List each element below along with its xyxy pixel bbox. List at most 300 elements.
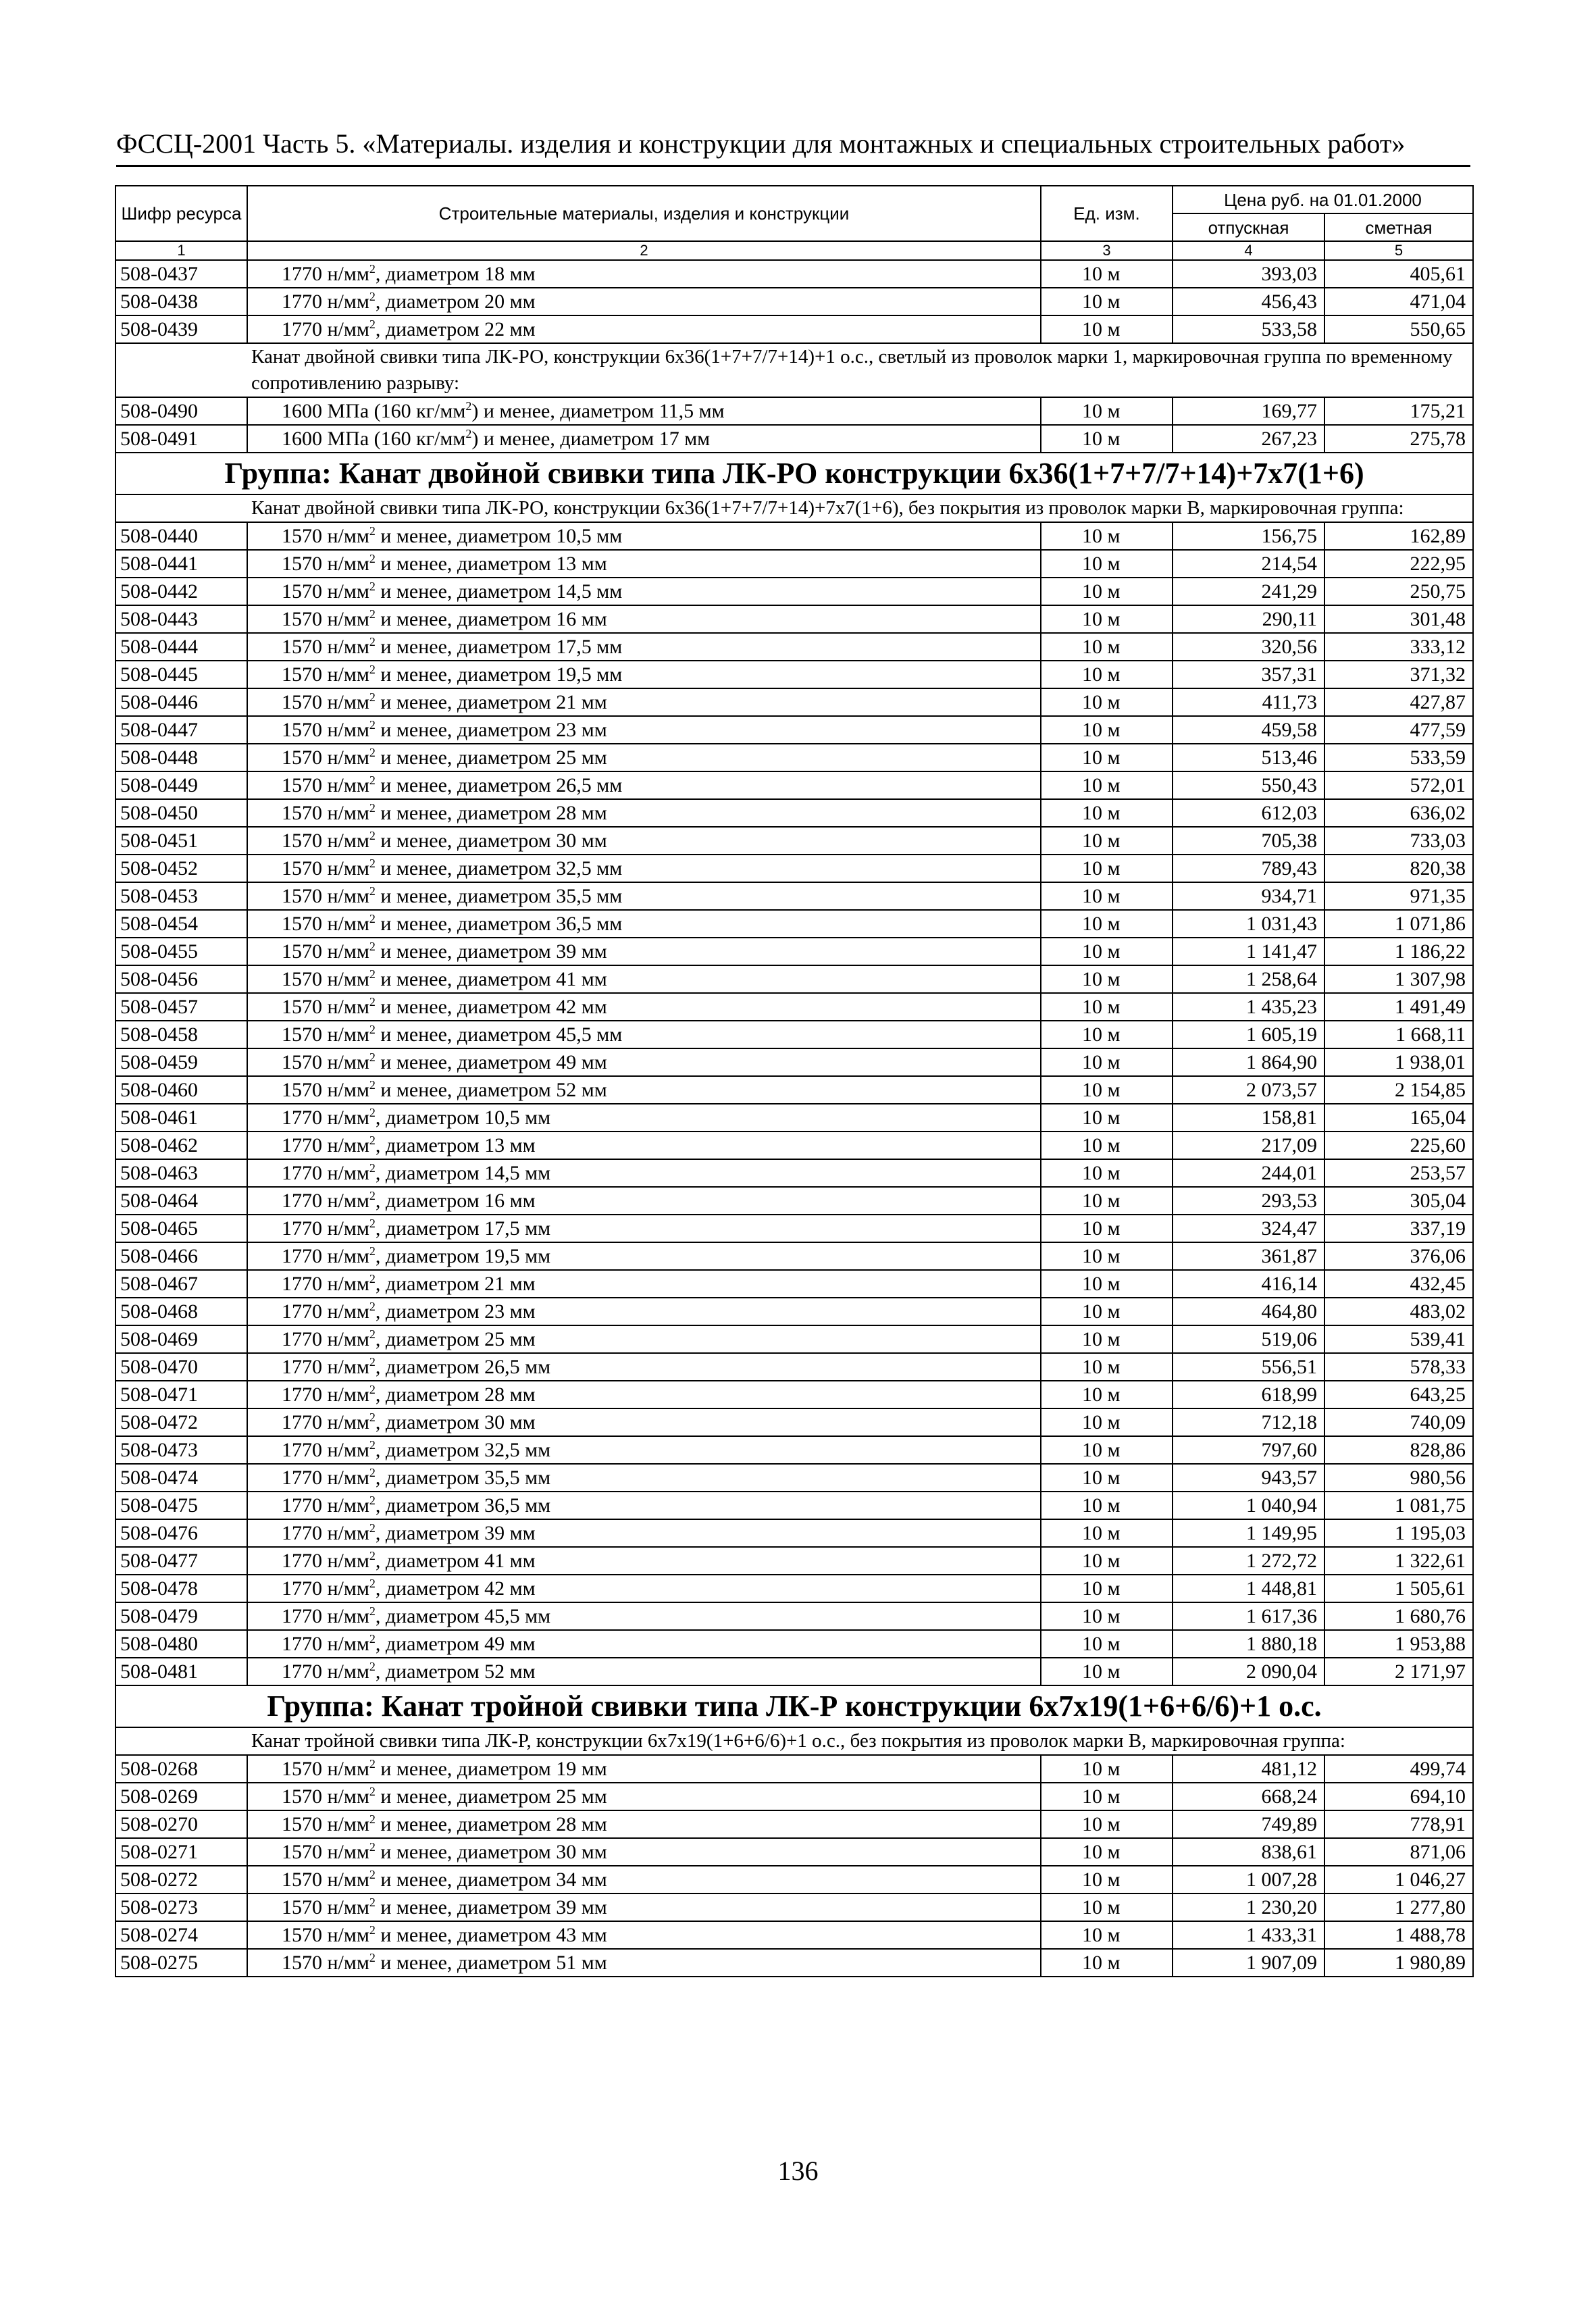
material-description xyxy=(247,1381,1041,1408)
resource-code: 508-0475 xyxy=(115,1492,247,1519)
resource-code: 508-0442 xyxy=(115,578,247,605)
price-table xyxy=(115,185,1474,1977)
release-price: 1 230,20 xyxy=(1173,1893,1324,1921)
material-description xyxy=(247,1270,1041,1298)
release-price: 1 435,23 xyxy=(1173,993,1324,1021)
unit-of-measure: 10 м xyxy=(1041,1242,1173,1270)
table-row xyxy=(115,771,1473,799)
unit-of-measure: 10 м xyxy=(1041,1187,1173,1215)
table-row xyxy=(115,1810,1473,1838)
material-description xyxy=(247,1602,1041,1630)
unit-exponent: 2 xyxy=(369,1244,376,1258)
diameter-text: и менее, диаметром 10,5 мм xyxy=(375,524,623,547)
resource-code: 508-0444 xyxy=(115,633,247,661)
estimate-price: 225,60 xyxy=(1324,1132,1473,1159)
diameter-text: и менее, диаметром 25 мм xyxy=(375,746,607,769)
diameter-text: и менее, диаметром 43 мм xyxy=(375,1923,607,1946)
unit-of-measure: 10 м xyxy=(1041,1949,1173,1977)
table-row xyxy=(115,799,1473,827)
table-row xyxy=(115,1048,1473,1076)
table-row xyxy=(115,688,1473,716)
estimate-price: 1 953,88 xyxy=(1324,1630,1473,1658)
unit-exponent: 2 xyxy=(369,800,376,815)
strength-value: 1570 н/мм xyxy=(282,1050,369,1073)
release-price: 1 433,31 xyxy=(1173,1921,1324,1949)
material-description xyxy=(247,1755,1041,1783)
table-row xyxy=(115,1519,1473,1547)
unit-exponent: 2 xyxy=(369,1188,376,1202)
unit-of-measure: 10 м xyxy=(1041,910,1173,938)
unit-exponent: 2 xyxy=(369,1161,376,1175)
section-note-row xyxy=(115,494,1473,522)
unit-exponent: 2 xyxy=(369,994,376,1009)
diameter-text: и менее, диаметром 42 мм xyxy=(375,995,607,1018)
diameter-text: и менее, диаметром 17,5 мм xyxy=(375,635,623,658)
table-row xyxy=(115,1076,1473,1104)
diameter-text: и менее, диаметром 26,5 мм xyxy=(375,773,623,796)
unit-of-measure: 10 м xyxy=(1041,799,1173,827)
unit-exponent: 2 xyxy=(465,426,472,440)
material-description xyxy=(247,288,1041,315)
release-price: 789,43 xyxy=(1173,855,1324,882)
unit-of-measure: 10 м xyxy=(1041,1076,1173,1104)
release-price: 1 605,19 xyxy=(1173,1021,1324,1048)
table-row xyxy=(115,397,1473,425)
material-description xyxy=(247,1325,1041,1353)
material-description xyxy=(247,315,1041,343)
resource-code: 508-0438 xyxy=(115,288,247,315)
table-row xyxy=(115,1436,1473,1464)
table-row xyxy=(115,1755,1473,1783)
strength-value: 1770 н/мм xyxy=(282,1106,369,1129)
material-description xyxy=(247,1076,1041,1104)
material-description xyxy=(247,688,1041,716)
estimate-price: 643,25 xyxy=(1324,1381,1473,1408)
release-price: 533,58 xyxy=(1173,315,1324,343)
resource-code: 508-0478 xyxy=(115,1575,247,1602)
release-price: 519,06 xyxy=(1173,1325,1324,1353)
unit-exponent: 2 xyxy=(369,1548,376,1562)
strength-value: 1770 н/мм xyxy=(282,1549,369,1572)
diameter-text: и менее, диаметром 19,5 мм xyxy=(375,663,623,686)
table-row xyxy=(115,1159,1473,1187)
unit-exponent: 2 xyxy=(369,1299,376,1313)
table-row xyxy=(115,550,1473,578)
table-row xyxy=(115,1893,1473,1921)
head-unit: Ед. изм. xyxy=(1041,186,1173,241)
unit-exponent: 2 xyxy=(369,717,376,732)
strength-value: 1570 н/мм xyxy=(282,552,369,575)
unit-of-measure: 10 м xyxy=(1041,260,1173,288)
resource-code: 508-0270 xyxy=(115,1810,247,1838)
release-price: 481,12 xyxy=(1173,1755,1324,1783)
resource-code: 508-0269 xyxy=(115,1783,247,1810)
material-description xyxy=(247,771,1041,799)
diameter-text: , диаметром 13 мм xyxy=(375,1134,536,1156)
diameter-text: и менее, диаметром 28 мм xyxy=(375,1812,607,1835)
head-estimate: сметная xyxy=(1324,213,1473,241)
release-price: 361,87 xyxy=(1173,1242,1324,1270)
section-note-row xyxy=(115,1727,1473,1755)
resource-code: 508-0455 xyxy=(115,938,247,965)
material-description xyxy=(247,1630,1041,1658)
strength-value: 1770 н/мм xyxy=(282,1410,369,1433)
unit-exponent: 2 xyxy=(369,1382,376,1396)
unit-of-measure: 10 м xyxy=(1041,1021,1173,1048)
estimate-price: 253,57 xyxy=(1324,1159,1473,1187)
unit-exponent: 2 xyxy=(369,1410,376,1424)
table-row xyxy=(115,910,1473,938)
unit-exponent: 2 xyxy=(369,967,376,981)
release-price: 838,61 xyxy=(1173,1838,1324,1866)
diameter-text: , диаметром 45,5 мм xyxy=(375,1604,551,1627)
material-description xyxy=(247,1547,1041,1575)
strength-value: 1600 МПа (160 кг/мм xyxy=(282,427,466,450)
resource-code: 508-0452 xyxy=(115,855,247,882)
diameter-text: и менее, диаметром 49 мм xyxy=(375,1050,607,1073)
diameter-text: , диаметром 52 мм xyxy=(375,1660,536,1683)
release-price: 1 864,90 xyxy=(1173,1048,1324,1076)
release-price: 456,43 xyxy=(1173,288,1324,315)
estimate-price: 578,33 xyxy=(1324,1353,1473,1381)
estimate-price: 1 938,01 xyxy=(1324,1048,1473,1076)
diameter-text: , диаметром 36,5 мм xyxy=(375,1494,551,1517)
material-description xyxy=(247,1353,1041,1381)
diameter-text: , диаметром 42 мм xyxy=(375,1577,536,1600)
resource-code: 508-0463 xyxy=(115,1159,247,1187)
strength-value: 1570 н/мм xyxy=(282,773,369,796)
diameter-text: , диаметром 32,5 мм xyxy=(375,1438,551,1461)
material-description xyxy=(247,1464,1041,1492)
table-row xyxy=(115,716,1473,744)
release-price: 324,47 xyxy=(1173,1215,1324,1242)
material-description xyxy=(247,1436,1041,1464)
material-description xyxy=(247,550,1041,578)
resource-code: 508-0437 xyxy=(115,260,247,288)
estimate-price: 1 081,75 xyxy=(1324,1492,1473,1519)
resource-code: 508-0477 xyxy=(115,1547,247,1575)
unit-of-measure: 10 м xyxy=(1041,688,1173,716)
resource-code: 508-0273 xyxy=(115,1893,247,1921)
release-price: 411,73 xyxy=(1173,688,1324,716)
unit-of-measure: 10 м xyxy=(1041,1381,1173,1408)
estimate-price: 477,59 xyxy=(1324,716,1473,744)
material-description xyxy=(247,938,1041,965)
strength-value: 1570 н/мм xyxy=(282,1812,369,1835)
page-number: 136 xyxy=(777,2156,819,2186)
estimate-price: 427,87 xyxy=(1324,688,1473,716)
estimate-price: 405,61 xyxy=(1324,260,1473,288)
resource-code: 508-0481 xyxy=(115,1658,247,1685)
material-description xyxy=(247,1783,1041,1810)
strength-value: 1570 н/мм xyxy=(282,884,369,907)
resource-code: 508-0474 xyxy=(115,1464,247,1492)
unit-exponent: 2 xyxy=(369,1784,376,1798)
strength-value: 1770 н/мм xyxy=(282,1244,369,1267)
table-row xyxy=(115,855,1473,882)
resource-code: 508-0445 xyxy=(115,661,247,688)
section-note: Канат двойной свивки типа ЛК-РО, конструкции 6х36(1+7+7/7+14)+7х7(1+6), без покрытия из проволок марки В, маркировочная группа: xyxy=(115,494,1473,522)
material-description xyxy=(247,1575,1041,1602)
diameter-text: и менее, диаметром 45,5 мм xyxy=(375,1023,623,1046)
estimate-price: 572,01 xyxy=(1324,771,1473,799)
diameter-text: , диаметром 30 мм xyxy=(375,1410,536,1433)
unit-exponent: 2 xyxy=(369,607,376,621)
strength-value: 1770 н/мм xyxy=(282,1438,369,1461)
unit-exponent: 2 xyxy=(369,828,376,842)
unit-exponent: 2 xyxy=(369,634,376,649)
estimate-price: 250,75 xyxy=(1324,578,1473,605)
estimate-price: 1 307,98 xyxy=(1324,965,1473,993)
strength-value: 1570 н/мм xyxy=(282,1868,369,1891)
unit-of-measure: 10 м xyxy=(1041,744,1173,771)
resource-code: 508-0476 xyxy=(115,1519,247,1547)
release-price: 1 272,72 xyxy=(1173,1547,1324,1575)
release-price: 1 007,28 xyxy=(1173,1866,1324,1893)
material-description xyxy=(247,1893,1041,1921)
estimate-price: 1 491,49 xyxy=(1324,993,1473,1021)
diameter-text: и менее, диаметром 39 мм xyxy=(375,940,607,963)
estimate-price: 539,41 xyxy=(1324,1325,1473,1353)
material-description xyxy=(247,910,1041,938)
unit-exponent: 2 xyxy=(369,1077,376,1092)
release-price: 158,81 xyxy=(1173,1104,1324,1132)
release-price: 1 031,43 xyxy=(1173,910,1324,938)
release-price: 934,71 xyxy=(1173,882,1324,910)
strength-value: 1570 н/мм xyxy=(282,829,369,852)
unit-of-measure: 10 м xyxy=(1041,1464,1173,1492)
table-row xyxy=(115,1949,1473,1977)
unit-exponent: 2 xyxy=(369,524,376,538)
release-price: 293,53 xyxy=(1173,1187,1324,1215)
material-description xyxy=(247,1048,1041,1076)
strength-value: 1570 н/мм xyxy=(282,1023,369,1046)
material-description xyxy=(247,522,1041,550)
material-description xyxy=(247,1921,1041,1949)
strength-value: 1770 н/мм xyxy=(282,1327,369,1350)
strength-value: 1570 н/мм xyxy=(282,635,369,658)
unit-of-measure: 10 м xyxy=(1041,882,1173,910)
resource-code: 508-0447 xyxy=(115,716,247,744)
table-row xyxy=(115,1630,1473,1658)
diameter-text: ) и менее, диаметром 11,5 мм xyxy=(471,399,725,422)
material-description xyxy=(247,1242,1041,1270)
resource-code: 508-0473 xyxy=(115,1436,247,1464)
unit-exponent: 2 xyxy=(369,261,376,276)
group-heading-row xyxy=(115,453,1473,494)
resource-code: 508-0439 xyxy=(115,315,247,343)
table-row xyxy=(115,938,1473,965)
unit-exponent: 2 xyxy=(369,1022,376,1036)
unit-of-measure: 10 м xyxy=(1041,1866,1173,1893)
table-row xyxy=(115,1215,1473,1242)
table-row xyxy=(115,1575,1473,1602)
unit-of-measure: 10 м xyxy=(1041,1048,1173,1076)
estimate-price: 333,12 xyxy=(1324,633,1473,661)
unit-exponent: 2 xyxy=(369,1271,376,1286)
table-row xyxy=(115,1325,1473,1353)
strength-value: 1570 н/мм xyxy=(282,967,369,990)
unit-of-measure: 10 м xyxy=(1041,1104,1173,1132)
strength-value: 1570 н/мм xyxy=(282,995,369,1018)
unit-of-measure: 10 м xyxy=(1041,1658,1173,1685)
table-row xyxy=(115,661,1473,688)
head-code: Шифр ресурса xyxy=(115,186,247,241)
unit-exponent: 2 xyxy=(369,289,376,303)
table-row xyxy=(115,1381,1473,1408)
head-col-num: 3 xyxy=(1041,241,1173,260)
diameter-text: , диаметром 16 мм xyxy=(375,1189,536,1212)
material-description xyxy=(247,882,1041,910)
unit-of-measure: 10 м xyxy=(1041,1893,1173,1921)
release-price: 459,58 xyxy=(1173,716,1324,744)
strength-value: 1770 н/мм xyxy=(282,1217,369,1240)
release-price: 550,43 xyxy=(1173,771,1324,799)
diameter-text: , диаметром 17,5 мм xyxy=(375,1217,551,1240)
release-price: 320,56 xyxy=(1173,633,1324,661)
resource-code: 508-0440 xyxy=(115,522,247,550)
diameter-text: и менее, диаметром 16 мм xyxy=(375,607,607,630)
release-price: 618,99 xyxy=(1173,1381,1324,1408)
table-row xyxy=(115,965,1473,993)
table-row xyxy=(115,1658,1473,1685)
resource-code: 508-0450 xyxy=(115,799,247,827)
release-price: 290,11 xyxy=(1173,605,1324,633)
strength-value: 1770 н/мм xyxy=(282,1161,369,1184)
table-row xyxy=(115,605,1473,633)
material-description xyxy=(247,744,1041,771)
diameter-text: , диаметром 18 мм xyxy=(375,262,536,285)
material-description xyxy=(247,716,1041,744)
estimate-price: 2 171,97 xyxy=(1324,1658,1473,1685)
material-description xyxy=(247,1187,1041,1215)
unit-exponent: 2 xyxy=(369,662,376,676)
resource-code: 508-0451 xyxy=(115,827,247,855)
resource-code: 508-0461 xyxy=(115,1104,247,1132)
estimate-price: 820,38 xyxy=(1324,855,1473,882)
resource-code: 508-0459 xyxy=(115,1048,247,1076)
resource-code: 508-0480 xyxy=(115,1630,247,1658)
estimate-price: 1 071,86 xyxy=(1324,910,1473,938)
release-price: 612,03 xyxy=(1173,799,1324,827)
unit-exponent: 2 xyxy=(369,856,376,870)
unit-of-measure: 10 м xyxy=(1041,1159,1173,1187)
estimate-price: 636,02 xyxy=(1324,799,1473,827)
strength-value: 1770 н/мм xyxy=(282,262,369,285)
unit-of-measure: 10 м xyxy=(1041,1353,1173,1381)
unit-of-measure: 10 м xyxy=(1041,661,1173,688)
unit-exponent: 2 xyxy=(369,773,376,787)
material-description xyxy=(247,1215,1041,1242)
diameter-text: и менее, диаметром 41 мм xyxy=(375,967,607,990)
diameter-text: и менее, диаметром 30 мм xyxy=(375,829,607,852)
unit-exponent: 2 xyxy=(369,690,376,704)
table-head xyxy=(115,186,1473,260)
estimate-price: 778,91 xyxy=(1324,1810,1473,1838)
resource-code: 508-0469 xyxy=(115,1325,247,1353)
release-price: 1 617,36 xyxy=(1173,1602,1324,1630)
unit-exponent: 2 xyxy=(369,317,376,331)
diameter-text: и менее, диаметром 39 мм xyxy=(375,1896,607,1918)
estimate-price: 371,32 xyxy=(1324,661,1473,688)
table-row xyxy=(115,1547,1473,1575)
diameter-text: , диаметром 49 мм xyxy=(375,1632,536,1655)
estimate-price: 305,04 xyxy=(1324,1187,1473,1215)
table-row xyxy=(115,1353,1473,1381)
estimate-price: 2 154,85 xyxy=(1324,1076,1473,1104)
table-row xyxy=(115,1921,1473,1949)
estimate-price: 1 488,78 xyxy=(1324,1921,1473,1949)
strength-value: 1770 н/мм xyxy=(282,290,369,313)
diameter-text: и менее, диаметром 34 мм xyxy=(375,1868,607,1891)
strength-value: 1570 н/мм xyxy=(282,1078,369,1101)
unit-of-measure: 10 м xyxy=(1041,1575,1173,1602)
estimate-price: 828,86 xyxy=(1324,1436,1473,1464)
table-row xyxy=(115,578,1473,605)
resource-code: 508-0462 xyxy=(115,1132,247,1159)
diameter-text: , диаметром 25 мм xyxy=(375,1327,536,1350)
strength-value: 1570 н/мм xyxy=(282,1757,369,1780)
material-description xyxy=(247,1021,1041,1048)
strength-value: 1570 н/мм xyxy=(282,746,369,769)
unit-exponent: 2 xyxy=(369,1216,376,1230)
material-description xyxy=(247,993,1041,1021)
release-price: 1 448,81 xyxy=(1173,1575,1324,1602)
estimate-price: 175,21 xyxy=(1324,397,1473,425)
table-row xyxy=(115,1298,1473,1325)
unit-of-measure: 10 м xyxy=(1041,1838,1173,1866)
unit-of-measure: 10 м xyxy=(1041,578,1173,605)
head-col-num: 4 xyxy=(1173,241,1324,260)
unit-exponent: 2 xyxy=(369,1812,376,1826)
unit-of-measure: 10 м xyxy=(1041,425,1173,453)
unit-of-measure: 10 м xyxy=(1041,1602,1173,1630)
material-description xyxy=(247,1132,1041,1159)
resource-code: 508-0275 xyxy=(115,1949,247,1977)
table-row xyxy=(115,1187,1473,1215)
diameter-text: , диаметром 26,5 мм xyxy=(375,1355,551,1378)
strength-value: 1770 н/мм xyxy=(282,1632,369,1655)
estimate-price: 499,74 xyxy=(1324,1755,1473,1783)
material-description xyxy=(247,1492,1041,1519)
strength-value: 1770 н/мм xyxy=(282,1355,369,1378)
unit-exponent: 2 xyxy=(369,1756,376,1771)
unit-exponent: 2 xyxy=(369,1923,376,1937)
table-row xyxy=(115,1783,1473,1810)
resource-code: 508-0472 xyxy=(115,1408,247,1436)
release-price: 2 073,57 xyxy=(1173,1076,1324,1104)
strength-value: 1770 н/мм xyxy=(282,1300,369,1323)
strength-value: 1570 н/мм xyxy=(282,912,369,935)
table-body xyxy=(115,260,1473,1977)
estimate-price: 162,89 xyxy=(1324,522,1473,550)
estimate-price: 1 505,61 xyxy=(1324,1575,1473,1602)
diameter-text: , диаметром 10,5 мм xyxy=(375,1106,551,1129)
strength-value: 1570 н/мм xyxy=(282,1896,369,1918)
unit-of-measure: 10 м xyxy=(1041,1132,1173,1159)
resource-code: 508-0454 xyxy=(115,910,247,938)
strength-value: 1770 н/мм xyxy=(282,1577,369,1600)
estimate-price: 1 668,11 xyxy=(1324,1021,1473,1048)
estimate-price: 1 980,89 xyxy=(1324,1949,1473,1977)
diameter-text: ) и менее, диаметром 17 мм xyxy=(471,427,711,450)
diameter-text: и менее, диаметром 25 мм xyxy=(375,1785,607,1808)
head-col-num: 5 xyxy=(1324,241,1473,260)
estimate-price: 432,45 xyxy=(1324,1270,1473,1298)
release-price: 1 149,95 xyxy=(1173,1519,1324,1547)
material-description xyxy=(247,1810,1041,1838)
resource-code: 508-0457 xyxy=(115,993,247,1021)
